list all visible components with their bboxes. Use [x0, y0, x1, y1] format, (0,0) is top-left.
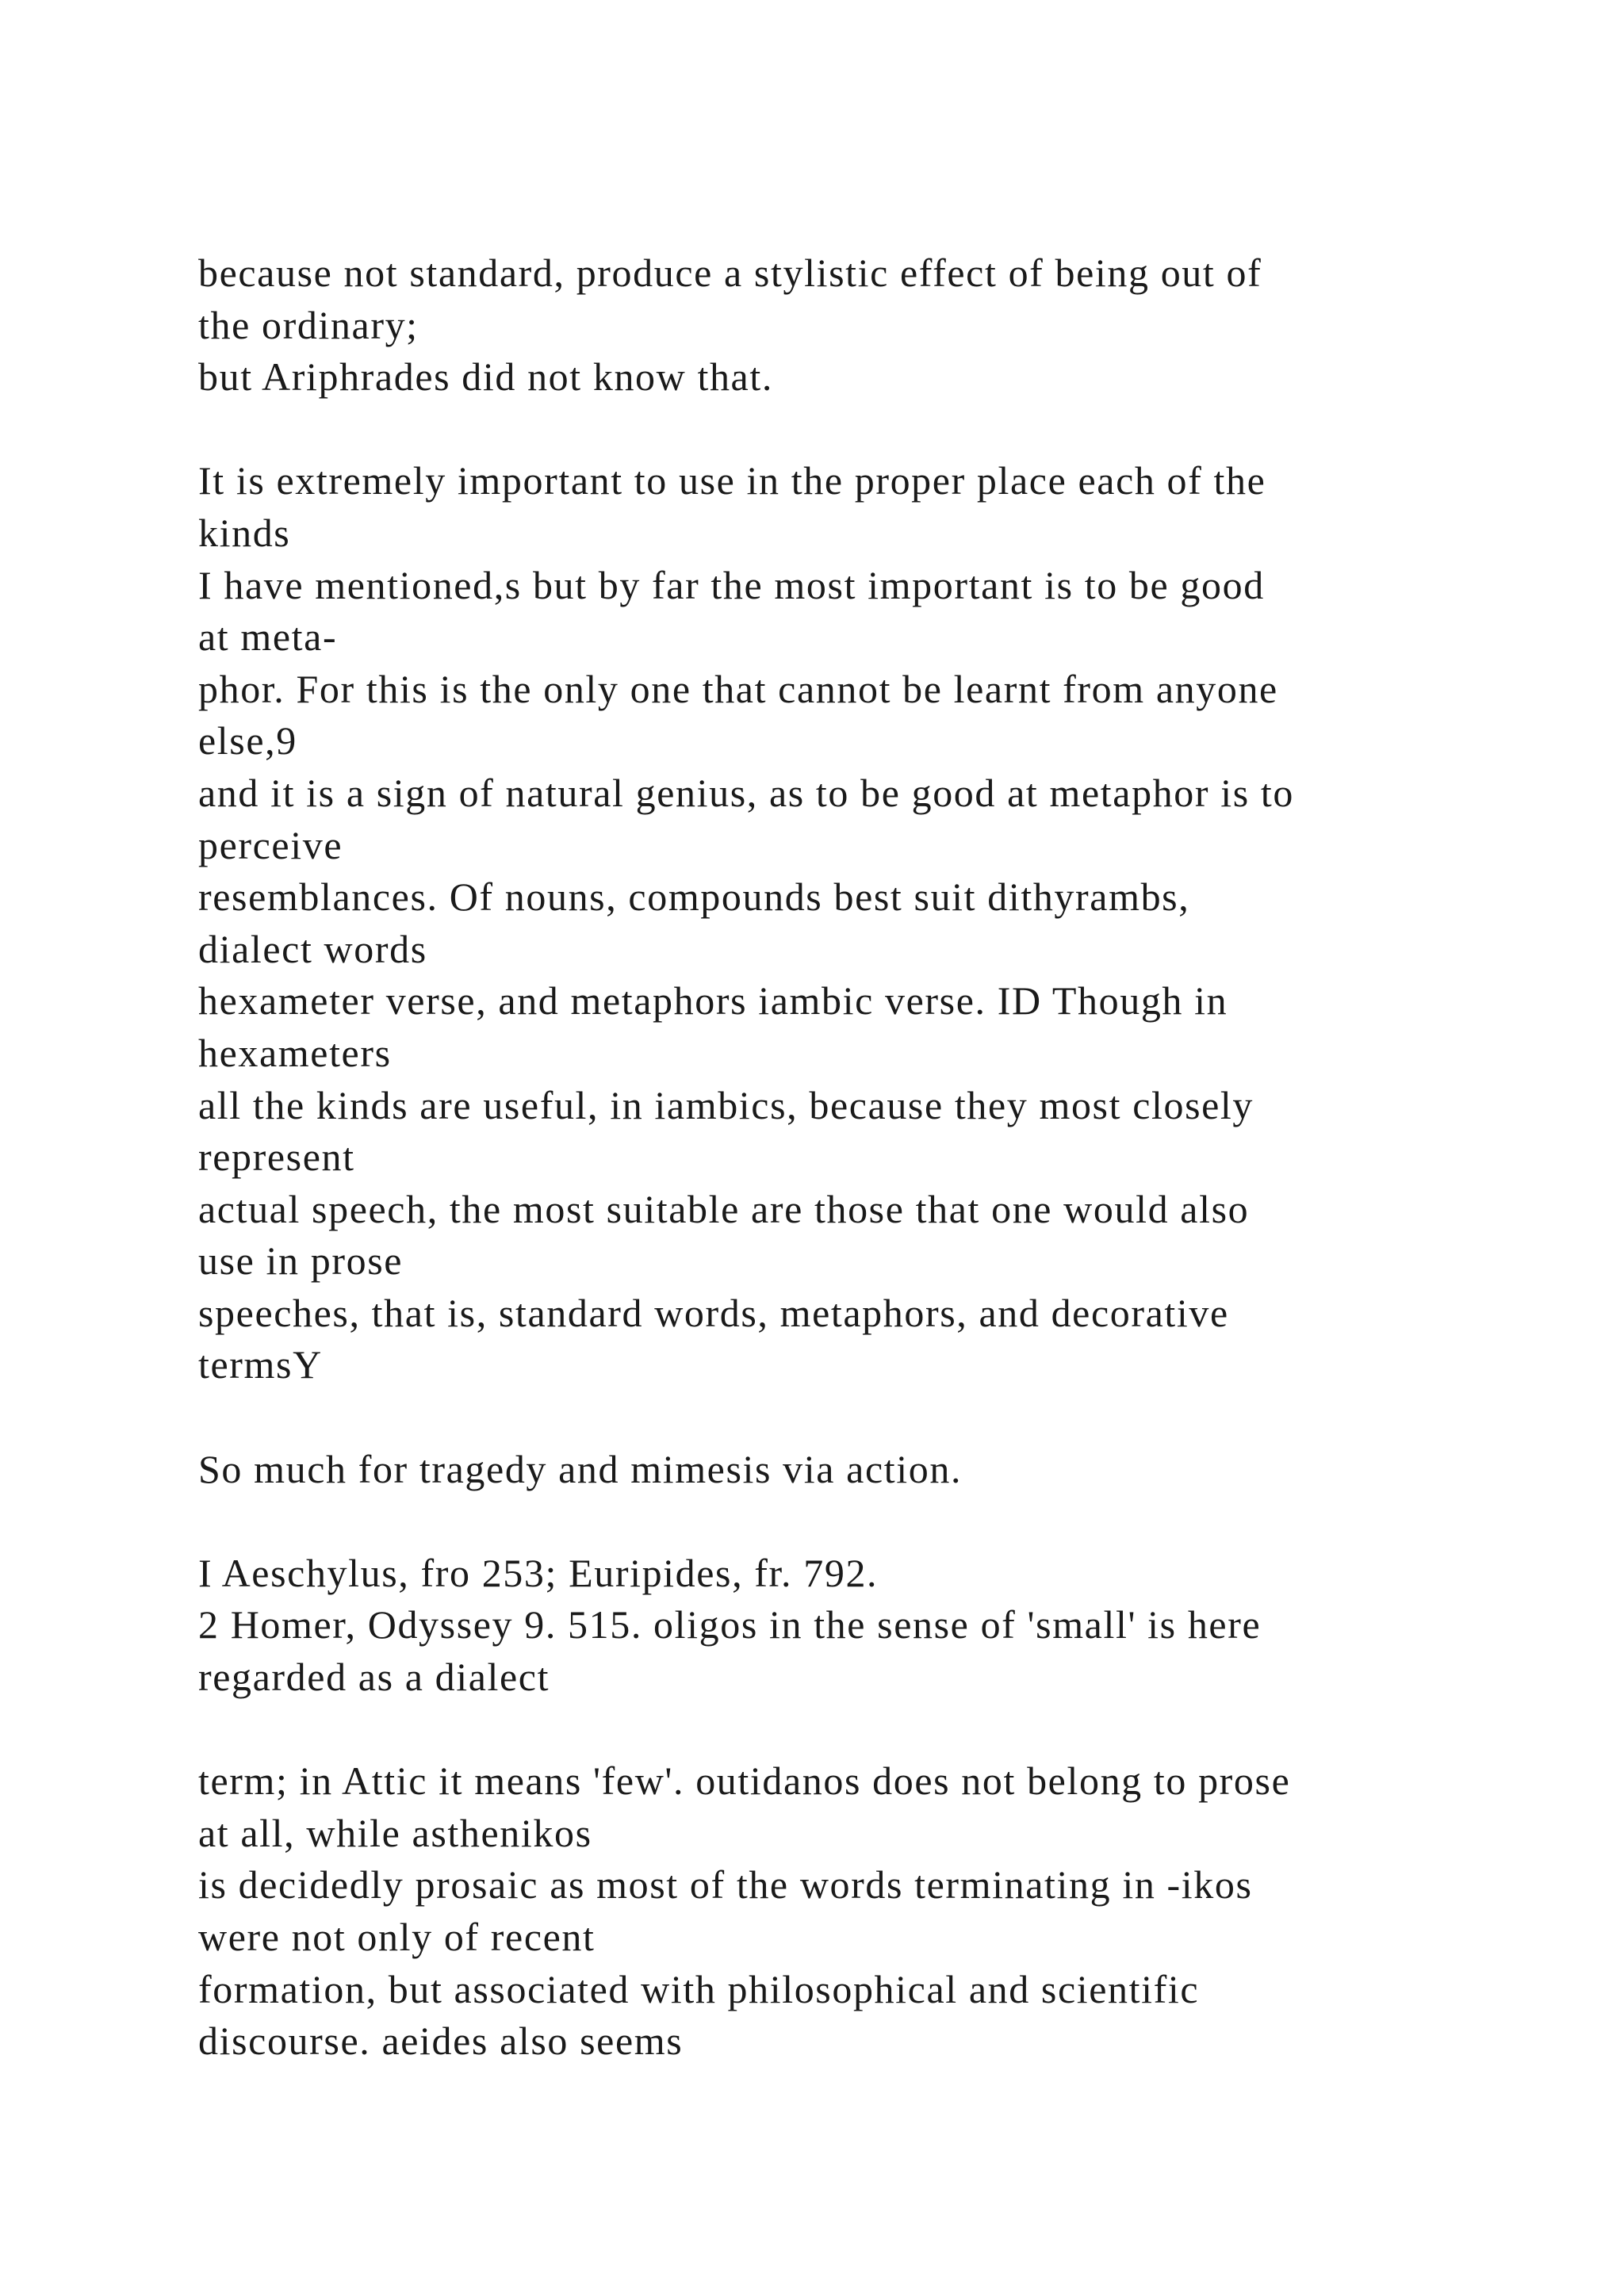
text-line: because not standard, produce a stylistic effect of being out of [198, 251, 1262, 295]
paragraph-gap [198, 404, 1515, 456]
footnote-line: regarded as a dialect [198, 1655, 550, 1700]
paragraph-gap [198, 1391, 1515, 1444]
text-line: kinds [198, 510, 291, 555]
footnote-line: term; in Attic it means 'few'. outidanos does not belong to prose [198, 1758, 1291, 1804]
footnote-line: at all, while asthenikos [198, 1810, 592, 1855]
document-body [198, 247, 1515, 2068]
text-line: use in prose [198, 1238, 404, 1284]
paragraph-gap [198, 1495, 1515, 1548]
paragraph [198, 455, 1515, 1391]
text-line: It is extremely important to use in the proper place each of the [198, 458, 1266, 503]
text-line: at meta- [198, 614, 338, 660]
footnotes [198, 1548, 1515, 1704]
paragraph-gap [198, 1704, 1515, 1756]
footnote-continuation [198, 1755, 1515, 2068]
text-line: all the kinds are useful, in iambics, because they most closely [198, 1082, 1254, 1127]
footnote-line: formation, but associated with philosophical and scientific [198, 1966, 1200, 2011]
text-line: termsY [198, 1342, 323, 1387]
text-line: the ordinary; [198, 302, 419, 347]
text-line: I have mentioned,s but by far the most important is to be good [198, 562, 1265, 607]
footnote-line: I Aeschylus, fro 253; Euripides, fr. 792. [198, 1550, 879, 1595]
text-line: So much for tragedy and mimesis via action. [198, 1446, 963, 1491]
text-line: perceive [198, 822, 343, 867]
text-line: else,9 [198, 718, 297, 763]
text-line: phor. For this is the only one that cannot be learnt from anyone [198, 666, 1278, 711]
text-line: but Ariphrades did not know that. [198, 354, 773, 400]
text-line: speeches, that is, standard words, metaphors, and decorative [198, 1290, 1229, 1335]
paragraph [198, 247, 1515, 404]
text-line: resemblances. Of nouns, compounds best suit dithyrambs, [198, 874, 1190, 920]
footnote-line: were not only of recent [198, 1915, 596, 1959]
text-line: represent [198, 1135, 355, 1180]
text-line: hexameter verse, and metaphors iambic verse. ID Though in [198, 978, 1228, 1024]
paragraph [198, 1444, 1515, 1496]
text-line: hexameters [198, 1030, 392, 1075]
footnote-line: 2 Homer, Odyssey 9. 515. oligos in the sense of 'small' is here [198, 1602, 1262, 1647]
text-line: and it is a sign of natural genius, as to be good at metaphor is to [198, 770, 1294, 815]
footnote-line: is decidedly prosaic as most of the words terminating in -ikos [198, 1862, 1253, 1908]
text-line: dialect words [198, 926, 427, 971]
text-line: actual speech, the most suitable are those that one would also [198, 1186, 1250, 1231]
footnote-line: discourse. aeides also seems [198, 2019, 684, 2064]
